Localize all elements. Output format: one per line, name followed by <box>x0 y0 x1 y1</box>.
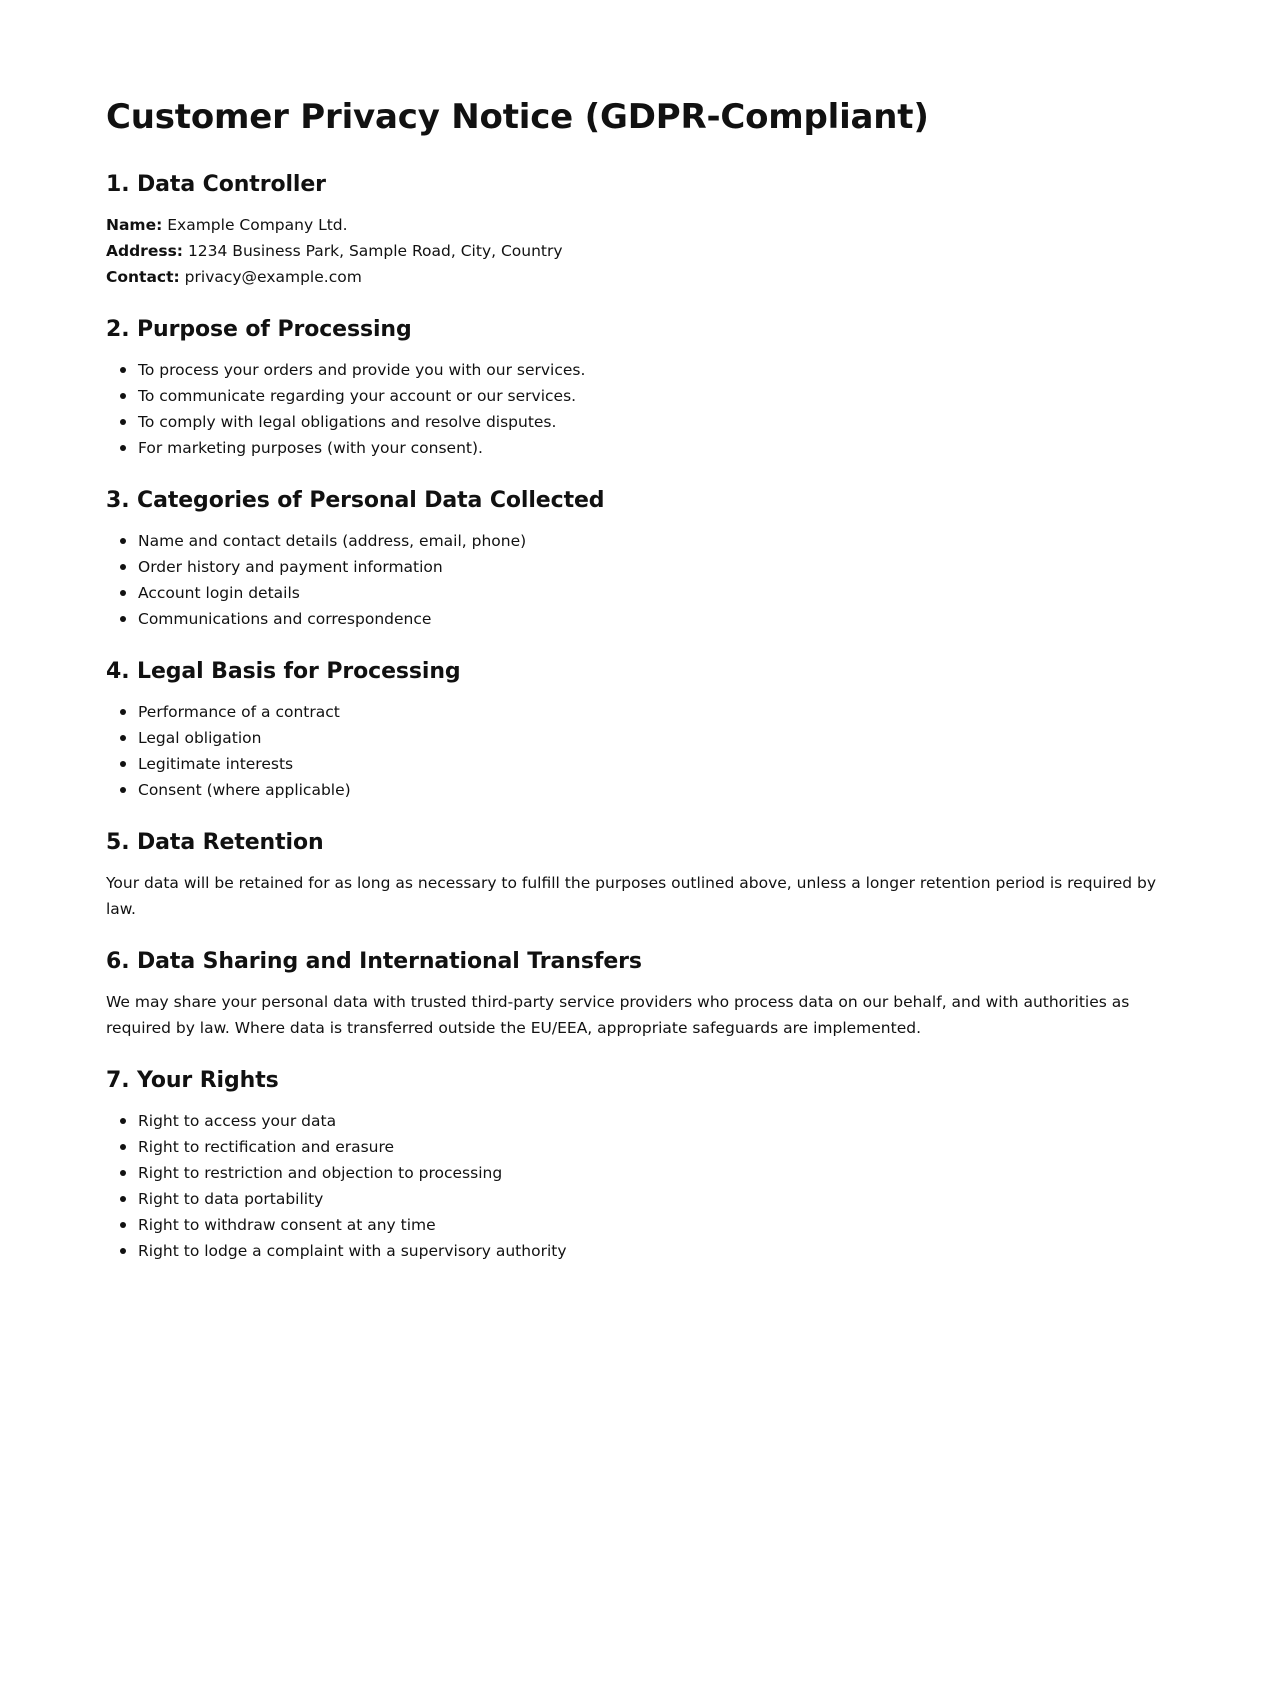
controller-address-line <box>106 238 1157 264</box>
section-rights <box>106 1066 1157 1264</box>
sharing-text: We may share your personal data with trusted third-party service providers who process data on our behalf, and with authorities as required by law. Where data is transferred outside the EU/EEA, appropriate safeguards are implemented. <box>106 993 1130 1037</box>
list-item: Communications and correspondence <box>138 606 1157 632</box>
list-item: Right to access your data <box>138 1108 1157 1134</box>
list-item: Consent (where applicable) <box>138 777 1157 803</box>
list-item: Order history and payment information <box>138 554 1157 580</box>
controller-name-value: Example Company Ltd. <box>167 216 348 234</box>
list-item: To process your orders and provide you with our services. <box>138 357 1157 383</box>
section-heading: 5. Data Retention <box>106 830 324 855</box>
section-heading: 2. Purpose of Processing <box>106 317 412 342</box>
list-item: To communicate regarding your account or our services. <box>138 383 1157 409</box>
list-item: For marketing purposes (with your consent). <box>138 435 1157 461</box>
list-item: Right to withdraw consent at any time <box>138 1212 1157 1238</box>
categories-list <box>106 528 1157 632</box>
list-item: Legal obligation <box>138 725 1157 751</box>
list-item: Right to rectification and erasure <box>138 1134 1157 1160</box>
list-item: Performance of a contract <box>138 699 1157 725</box>
controller-contact-value: privacy@example.com <box>184 268 362 286</box>
section-heading: 3. Categories of Personal Data Collected <box>106 488 605 513</box>
list-item: To comply with legal obligations and resolve disputes. <box>138 409 1157 435</box>
page-title: Customer Privacy Notice (GDPR-Compliant) <box>106 97 929 137</box>
section-legal-basis <box>106 657 1157 803</box>
section-heading: 4. Legal Basis for Processing <box>106 659 461 684</box>
list-item: Name and contact details (address, email, phone) <box>138 528 1157 554</box>
controller-name-line <box>106 212 1157 238</box>
rights-list <box>106 1108 1157 1264</box>
list-item: Right to lodge a complaint with a supervisory authority <box>138 1238 1157 1264</box>
list-item: Legitimate interests <box>138 751 1157 777</box>
section-data-controller <box>106 170 1157 290</box>
controller-name-label: Name: <box>106 216 163 234</box>
section-heading: 1. Data Controller <box>106 172 326 197</box>
controller-address-value: 1234 Business Park, Sample Road, City, Country <box>187 242 563 260</box>
controller-details <box>106 212 1157 290</box>
section-categories <box>106 486 1157 632</box>
controller-contact-label: Contact: <box>106 268 180 286</box>
list-item: Account login details <box>138 580 1157 606</box>
section-sharing <box>106 947 1157 1041</box>
section-purpose <box>106 315 1157 461</box>
section-heading: 7. Your Rights <box>106 1068 279 1093</box>
controller-address-label: Address: <box>106 242 183 260</box>
section-heading: 6. Data Sharing and International Transfers <box>106 949 642 974</box>
list-item: Right to data portability <box>138 1186 1157 1212</box>
list-item: Right to restriction and objection to processing <box>138 1160 1157 1186</box>
retention-text: Your data will be retained for as long as necessary to fulfill the purposes outlined above, unless a longer retention period is required by law. <box>106 874 1157 918</box>
legal-basis-list <box>106 699 1157 803</box>
section-retention <box>106 828 1157 922</box>
purpose-list <box>106 357 1157 461</box>
controller-contact-line <box>106 264 1157 290</box>
